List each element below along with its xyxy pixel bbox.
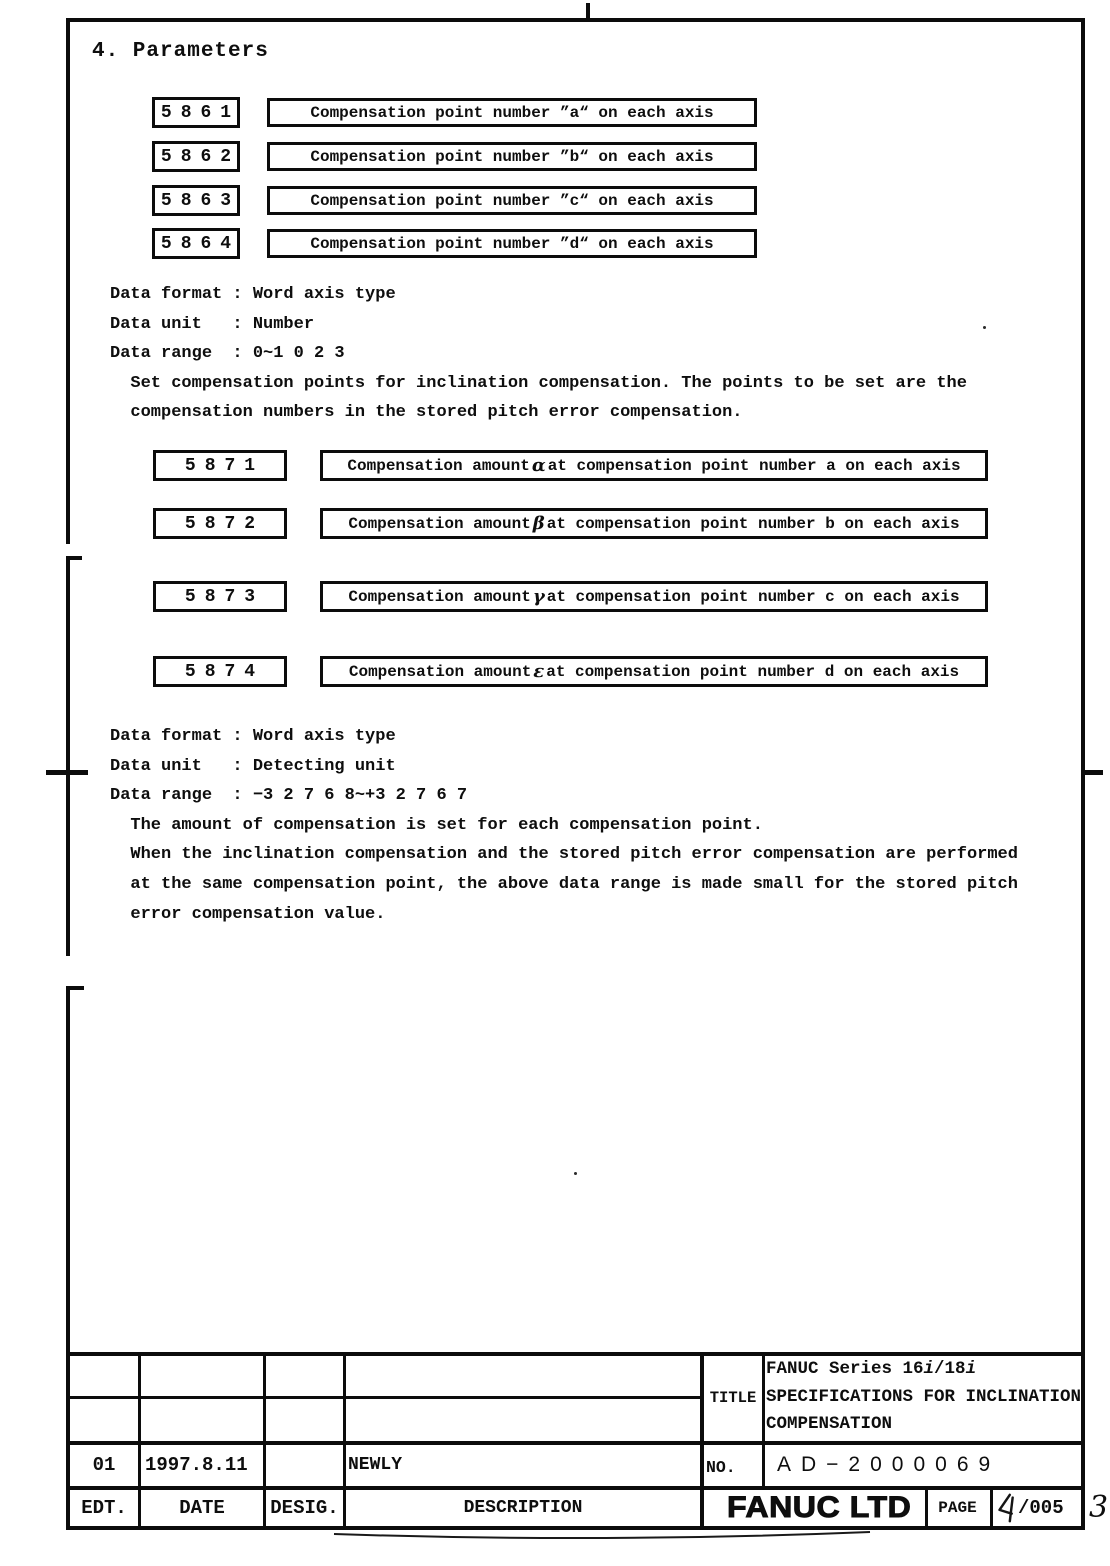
title-series: FANUC Series 16: [766, 1359, 924, 1379]
param-desc-box-5871: [320, 450, 988, 481]
param-number-box-5864: [152, 228, 240, 259]
edit-description: NEWLY: [348, 1455, 403, 1475]
param-number-box-5872: [153, 508, 287, 539]
param-description: Compensation point number ”b“ on each axis: [310, 147, 714, 166]
param-desc-box-5862: [267, 142, 757, 171]
data-notes-block-2: [110, 722, 1018, 929]
titleblock-line-row1: [66, 1396, 702, 1399]
param-description: Compensation amount: [348, 514, 531, 533]
edit-date: 1997.8.11: [145, 1454, 248, 1476]
page-suffix: /005: [1018, 1497, 1064, 1519]
left-border-joint-hook-upper: [70, 556, 82, 560]
header-edt: EDT.: [81, 1497, 127, 1519]
data-notes-block-1: [110, 280, 967, 428]
title-text: [766, 1356, 1081, 1439]
param-number: 5864: [160, 233, 241, 254]
title-line-2: SPECIFICATIONS FOR INCLINATION: [766, 1386, 1082, 1407]
scan-speck: [983, 326, 986, 329]
param-number: 5861: [160, 102, 241, 123]
note-line: at the same compensation point, the above data range is made small for the stored pitch: [110, 874, 1018, 894]
note-line: error compensation value.: [110, 904, 386, 924]
no-label: NO.: [706, 1458, 736, 1477]
frame-border-left-segment-1: [66, 18, 70, 544]
param-number-box-5862: [152, 141, 240, 172]
company-logo: [702, 1489, 924, 1526]
handwritten-4-icon: [996, 1492, 1018, 1524]
title-italic-i: i: [965, 1359, 977, 1379]
param-description: Compensation point number ”d“ on each axis: [310, 234, 714, 253]
param-number: 5872: [184, 513, 265, 534]
param-description: Compensation amount: [348, 587, 531, 606]
note-line: Data range : 0~1 0 2 3: [110, 344, 345, 364]
param-desc-box-5873: [320, 581, 988, 612]
page-label: PAGE: [938, 1498, 977, 1517]
page-number: [996, 1490, 1076, 1526]
note-line: Data range : −3 2 7 6 8~+3 2 7 6 7: [110, 786, 468, 806]
param-description: at compensation point number d on each axis: [546, 662, 960, 681]
param-number-box-5871: [153, 450, 287, 481]
greek-gamma: γ: [532, 586, 545, 607]
handwritten-corner-mark: 3: [1089, 1490, 1109, 1525]
param-number: 5874: [184, 661, 265, 682]
param-description: Compensation point number ”c“ on each axis: [310, 191, 714, 210]
note-line: Data unit : Detecting unit: [110, 756, 396, 776]
edit-number: 01: [92, 1454, 116, 1476]
frame-border-top: [66, 18, 1085, 22]
header-desig: DESIG.: [270, 1497, 339, 1519]
scan-stray-line: [332, 1529, 872, 1543]
greek-beta: β: [532, 513, 545, 534]
param-description: Compensation point number ”a“ on each axis: [310, 103, 714, 122]
note-line: The amount of compensation is set for each compensation point.: [110, 815, 763, 835]
param-number: 5862: [160, 146, 241, 167]
scan-speck: [574, 1172, 577, 1175]
greek-epsilon: ε: [533, 661, 545, 682]
param-description: at compensation point number a on each axis: [547, 456, 961, 475]
param-desc-box-5861: [267, 98, 757, 127]
param-desc-box-5872: [320, 508, 988, 539]
param-description: Compensation amount: [347, 456, 530, 475]
section-heading: 4. Parameters: [92, 40, 269, 63]
greek-alpha: α: [531, 455, 546, 476]
param-number-box-5873: [153, 581, 287, 612]
param-desc-box-5874: [320, 656, 988, 687]
param-desc-box-5864: [267, 229, 757, 258]
note-line: Data unit : Number: [110, 314, 315, 334]
param-description: Compensation amount: [348, 662, 532, 681]
registration-tick-left-center: [46, 770, 88, 775]
titleblock-col-pagevalue: [990, 1486, 993, 1526]
titleblock-col-label: [762, 1352, 765, 1486]
title-line-3: COMPENSATION: [766, 1414, 893, 1434]
note-line: Set compensation points for inclination compensation. The points to be set are the: [110, 373, 967, 393]
param-desc-box-5863: [267, 186, 757, 215]
header-description: DESCRIPTION: [463, 1498, 583, 1518]
left-border-joint-hook-lower: [70, 986, 84, 990]
title-line-1: [766, 1356, 1081, 1384]
note-line: Data format : Word axis type: [110, 285, 396, 304]
note-line: When the inclination compensation and the stored pitch error compensation are performed: [110, 845, 1018, 865]
frame-border-left-segment-2: [66, 556, 70, 956]
header-date: DATE: [179, 1497, 225, 1519]
fanuc-ltd-logo: FANUC LTD: [726, 1490, 912, 1524]
param-number-box-5861: [152, 97, 240, 128]
param-number: 5863: [160, 190, 241, 211]
registration-tick-right-center: [1081, 770, 1103, 775]
param-number: 5871: [184, 455, 265, 476]
registration-tick-top-center: [586, 3, 590, 18]
note-line: compensation numbers in the stored pitch error compensation.: [110, 403, 743, 423]
param-number: 5873: [184, 586, 265, 607]
title-series-2: /18: [934, 1359, 966, 1379]
param-description: at compensation point number c on each axis: [546, 587, 960, 606]
param-description: at compensation point number b on each axis: [546, 514, 960, 533]
note-line: Data format : Word axis type: [110, 727, 396, 746]
param-number-box-5863: [152, 185, 240, 216]
title-italic-i: i: [923, 1359, 935, 1379]
title-label: TITLE: [709, 1389, 757, 1407]
param-number-box-5874: [153, 656, 287, 687]
document-number: AD−2000069: [777, 1453, 1001, 1476]
